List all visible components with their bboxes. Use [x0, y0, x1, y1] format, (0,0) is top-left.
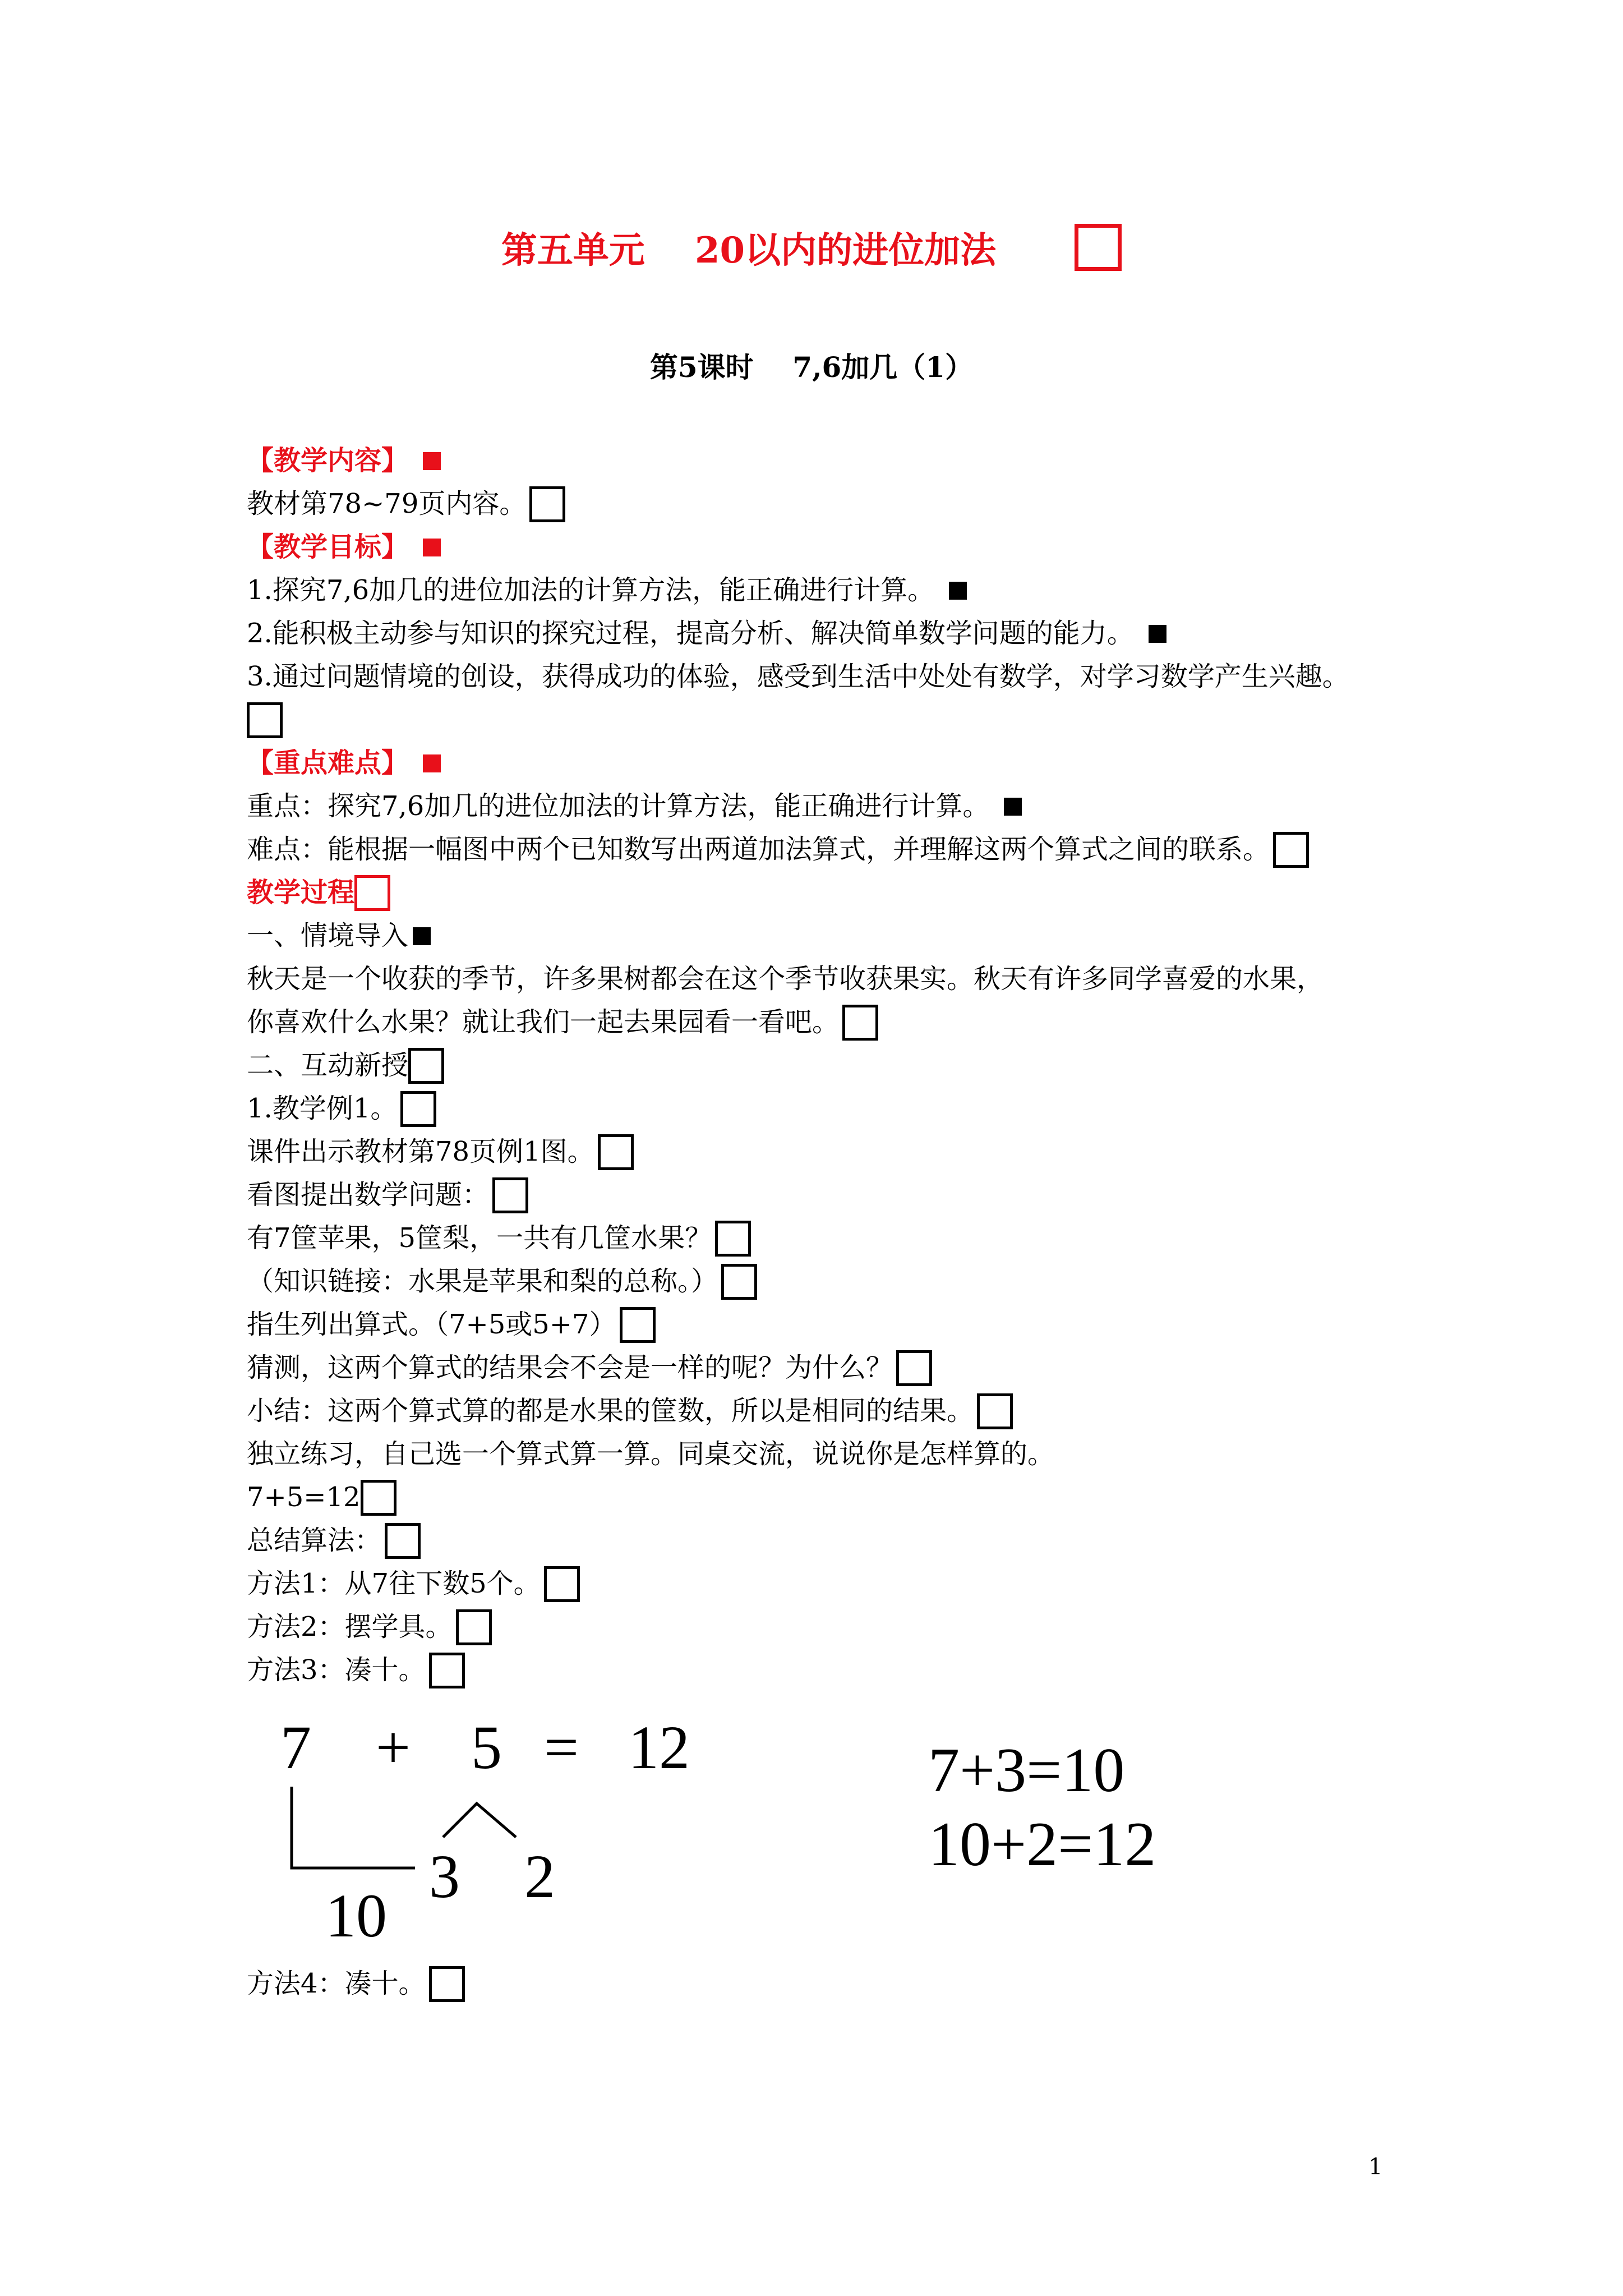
body-line-text: 1.教学例1。: [247, 1093, 398, 1124]
body-line-text: 方法2：摆学具。: [247, 1611, 453, 1642]
body-line: [247, 783, 1385, 826]
figure-number-7: 7: [280, 1713, 311, 1782]
lesson-subtitle: 第5课时 7,6加几（1）: [649, 351, 974, 384]
checkbox: [842, 1005, 878, 1041]
bracket-line: [292, 1787, 415, 1868]
body-line-text: 7+5=12: [247, 1481, 361, 1513]
checkbox: [408, 1048, 444, 1084]
body-line-text: 1.探究7,6加几的进位加法的计算方法，能正确进行计算。: [247, 574, 935, 606]
body-line-text: 方法1：从7往下数5个。: [247, 1568, 541, 1599]
checkbox: [529, 486, 565, 522]
body-line: [247, 1172, 1385, 1215]
checkbox: [598, 1134, 634, 1170]
checkbox: [361, 1480, 396, 1516]
body-line: [247, 826, 1385, 869]
body-line: [247, 913, 1385, 956]
body-line-text: 课件出示教材第78页例1图。: [247, 1136, 594, 1167]
page-number: 1: [1368, 2154, 1383, 2180]
black-square-marker: [1149, 625, 1166, 643]
checkbox: [544, 1566, 580, 1602]
checkbox: [1273, 832, 1309, 868]
red-square-marker: [423, 754, 441, 772]
section-header-text: 【教学内容】: [247, 445, 409, 476]
section-header-content: [247, 438, 1385, 481]
checkbox: [492, 1177, 528, 1213]
body-line: [247, 1647, 1385, 1690]
body-line: [247, 1431, 1385, 1474]
body-line-text: 一、情境导入: [247, 920, 409, 951]
body-line: [247, 1042, 1385, 1085]
red-checkbox: [354, 875, 390, 911]
body-line-text: 2.能积极主动参与知识的探究过程，提高分析、解决简单数学问题的能力。: [247, 618, 1134, 649]
body-line-text: 你喜欢什么水果？就让我们一起去果园看一看吧。: [247, 1006, 840, 1038]
black-square-marker: [1004, 798, 1022, 816]
body-line: [247, 1301, 1385, 1345]
lesson-body: [247, 438, 1385, 1690]
checkbox: [456, 1609, 492, 1645]
body-line-text: 小结：这两个算式算的都是水果的筐数，所以是相同的结果。: [247, 1395, 974, 1427]
figure-equals-sign: =: [544, 1713, 579, 1782]
checkbox: [721, 1264, 757, 1300]
body-line: [247, 697, 1385, 740]
section-header-process: [247, 869, 1385, 913]
body-line: [247, 1604, 1385, 1647]
red-square-marker: [423, 452, 441, 470]
checkbox: [715, 1221, 751, 1257]
body-line: [247, 1085, 1385, 1129]
figure-plus-sign: +: [376, 1713, 411, 1782]
title-checkbox: [1075, 224, 1122, 271]
body-line-text: 看图提出数学问题：: [247, 1179, 490, 1211]
checkbox: [977, 1393, 1013, 1429]
checkbox: [896, 1350, 932, 1386]
decomposition-lines: [247, 1694, 751, 1952]
checkbox: [400, 1091, 436, 1127]
figure-number-2: 2: [524, 1842, 555, 1911]
figure-number-3: 3: [429, 1842, 460, 1911]
body-line: [247, 956, 1385, 999]
body-line-text: 方法3：凑十。: [247, 1654, 426, 1686]
red-square-marker: [423, 539, 441, 556]
figure-number-5: 5: [471, 1713, 502, 1782]
checkbox: [429, 1653, 465, 1688]
body-line-text: 指生列出算式。（7+5或5+7）: [247, 1309, 616, 1340]
black-square-marker: [949, 582, 967, 600]
body-line: [247, 481, 1385, 524]
body-line-text: （知识链接：水果是苹果和梨的总称。）: [247, 1266, 718, 1297]
body-line: [247, 1129, 1385, 1172]
black-square-marker: [413, 927, 431, 945]
body-line: [247, 1517, 1385, 1561]
body-line-text: 方法4：凑十。: [247, 1968, 426, 1999]
make-ten-diagram: [247, 1694, 751, 1952]
body-line: [247, 1345, 1385, 1388]
checkbox: [247, 702, 283, 738]
equation-line: 7+3=10: [928, 1736, 1125, 1805]
body-line: [247, 1215, 1385, 1258]
body-line: [247, 1474, 1385, 1517]
body-line: [247, 654, 1385, 697]
body-line-text: 难点：能根据一幅图中两个已知数写出两道加法算式，并理解这两个算式之间的联系。: [247, 834, 1270, 865]
section-header-text: 教学过程: [247, 877, 355, 908]
section-header-keypoints: [247, 740, 1385, 783]
body-line-text: 重点：探究7,6加几的进位加法的计算方法，能正确进行计算。: [247, 790, 990, 822]
body-line-text: 二、互动新授: [247, 1050, 409, 1081]
body-line-text: 教材第78~79页内容。: [247, 488, 527, 519]
figure-number-10: 10: [325, 1881, 387, 1950]
body-line: [247, 999, 1385, 1042]
body-line: [247, 1961, 465, 2004]
body-line: [247, 1561, 1385, 1604]
split-lines: [443, 1803, 516, 1837]
checkbox: [620, 1307, 656, 1343]
body-line-text: 独立练习，自己选一个算式算一算。同桌交流，说说你是怎样算的。: [247, 1438, 1055, 1470]
section-header-text: 【重点难点】: [247, 747, 409, 779]
section-header-text: 【教学目标】: [247, 531, 409, 563]
body-line-text: 3.通过问题情境的创设，获得成功的体验，感受到生活中处处有数学，对学习数学产生兴趣。: [247, 661, 1349, 692]
figure-number-12: 12: [628, 1713, 690, 1782]
body-line: [247, 1258, 1385, 1301]
main-title: [0, 222, 1623, 273]
section-header-goals: [247, 524, 1385, 567]
body-line-text: 秋天是一个收获的季节，许多果树都会在这个季节收获果实。秋天有许多同学喜爱的水果，: [247, 963, 1324, 995]
body-line-text: 有7筐苹果，5筐梨，一共有几筐水果？: [247, 1222, 712, 1254]
body-line: [247, 1388, 1385, 1431]
main-title-text: 第五单元 20以内的进位加法: [501, 229, 997, 272]
body-line: [247, 610, 1385, 654]
checkbox: [429, 1966, 465, 2002]
body-line-text: 总结算法：: [247, 1525, 382, 1556]
body-line: [247, 567, 1385, 610]
checkbox: [385, 1523, 421, 1559]
body-line-text: 猜测，这两个算式的结果会不会是一样的呢？为什么？: [247, 1352, 893, 1383]
equation-line: 10+2=12: [928, 1810, 1156, 1879]
